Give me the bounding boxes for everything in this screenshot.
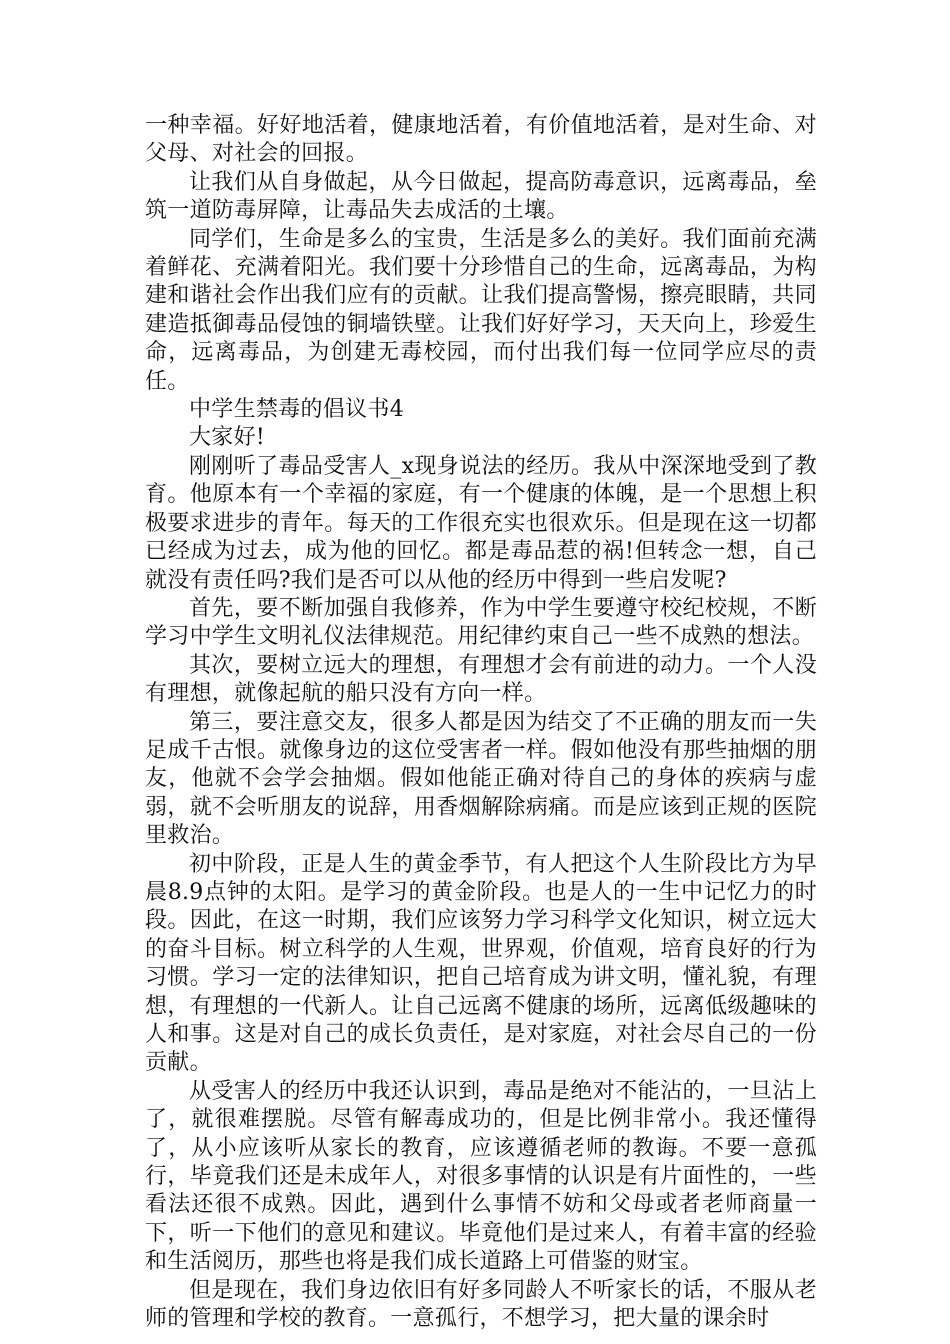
- paragraph: 但是现在，我们身边依旧有好多同龄人不听家长的话，不服从老师的管理和学校的教育。一意孤行，不想学习，把大量的课余时: [145, 1277, 817, 1332]
- paragraph: 一种幸福。好好地活着，健康地活着，有价值地活着，是对生命、对父母、对社会的回报。: [145, 113, 817, 167]
- paragraph: 从受害人的经历中我还认识到，毒品是绝对不能沾的，一旦沾上了，就很难摆脱。尽管有解毒成功的，但是比例非常小。我还懂得了，从小应该听从家长的教育，应该遵循老师的教诲。不要一意孤行，毕竟我们还是未成年人，对很多事情的认识是有片面性的，一些看法还很不成熟。因此，遇到什么事情不妨和父母或者老师商量一下，听一下他们的意见和建议。毕竟他们是过来人，有着丰富的经验和生活阅历，那些也将是我们成长道路上可借鉴的财宝。: [145, 1078, 817, 1275]
- paragraph: 同学们，生命是多么的宝贵，生活是多么的美好。我们面前充满着鲜花、充满着阳光。我们要十分珍惜自己的生命，远离毒品，为构建和谐社会作出我们应有的贡献。让我们提高警惕，擦亮眼睛，共同建造抵御毒品侵蚀的铜墙铁壁。让我们好好学习，天天向上，珍爱生命，远离毒品，为创建无毒校园，而付出我们每一位同学应尽的责任。: [145, 226, 817, 394]
- paragraph: 首先，要不断加强自我修养，作为中学生要遵守校纪校规，不断学习中学生文明礼仪法律规范。用纪律约束自己一些不成熟的想法。: [145, 595, 817, 650]
- paragraph: 第三，要注意交友，很多人都是因为结交了不正确的朋友而一失足成千古恨。就像身边的这位受害者一样。假如他没有那些抽烟的朋友，他就不会学会抽烟。假如他能正确对待自己的身体的疾病与虚弱，就不会听朋友的说辞，用香烟解除病痛。而是应该到正规的医院里救治。: [145, 709, 817, 849]
- paragraph: 刚刚听了毒品受害人_x现身说法的经历。我从中深深地受到了教育。他原本有一个幸福的家庭，有一个健康的体魄，是一个思想上积极要求进步的青年。每天的工作很充实也很欢乐。但是现在这一切都已经成为过去，成为他的回忆。都是毒品惹的祸!但转念一想，自己就没有责任吗?我们是否可以从他的经历中得到一些启发呢?: [145, 453, 817, 593]
- salutation: 大家好!: [189, 425, 266, 451]
- paragraph: 初中阶段，正是人生的黄金季节，有人把这个人生阶段比方为早晨8.9点钟的太阳。是学习的黄金阶段。也是人的一生中记忆力的时段。因此，在这一时期，我们应该努力学习科学文化知识，树立远大的奋斗目标。树立科学的人生观，世界观，价值观，培育良好的行为习惯。学习一定的法律知识，把自己培育成为讲文明，懂礼貌，有理想，有理想的一代新人。让自己远离不健康的场所，远离低级趣味的人和事。这是对自己的成长负责任，是对家庭，对社会尽自己的一份贡献。: [145, 851, 817, 1076]
- document-body: [145, 112, 817, 1333]
- section-heading: 中学生禁毒的倡议书4: [189, 397, 404, 423]
- paragraph: 让我们从自身做起，从今日做起，提高防毒意识，远离毒品，垒筑一道防毒屏障，让毒品失去成活的土壤。: [145, 169, 817, 224]
- paragraph: 其次，要树立远大的理想，有理想才会有前进的动力。一个人没有理想，就像起航的船只没有方向一样。: [145, 652, 817, 707]
